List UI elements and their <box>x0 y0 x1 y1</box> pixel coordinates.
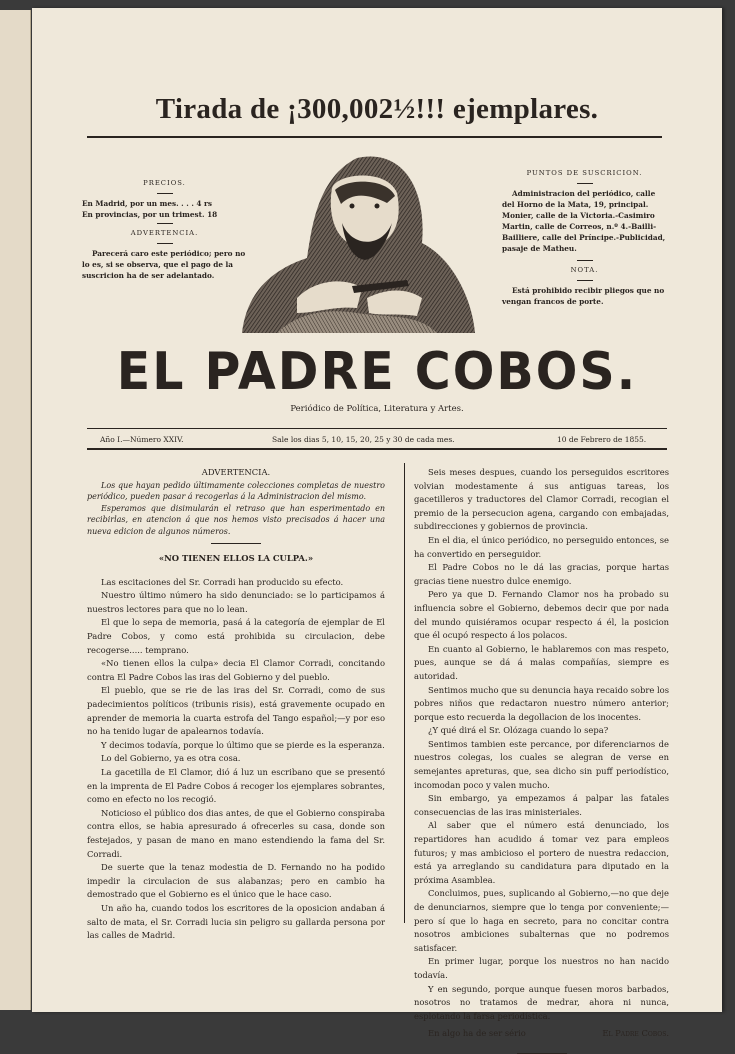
subscription-points: Administracion del periódico, calle del Horno de la Mata, 19, principal. Monier, calle de la Victoria.-Casimiro Martin, calle de Correos, n.º 4.-Bailli-Bailliere, calle del Príncipe.-Publicidad, pasaje de Matheu. <box>502 189 666 253</box>
divider <box>577 280 593 281</box>
article-paragraph: Sin embargo, ya empezamos á palpar las fatales consecuencias de las iras ministeriales. <box>414 793 669 817</box>
masthead-subtitle: Periódico de Política, Literatura y Artes. <box>290 404 464 414</box>
article-paragraph: De suerte que la tenaz modestia de D. Fernando no ha podido impedir la circulacion de sus alabanzas; pero en cambio ha demostrado que el Gobierno es el único que le hace caso. <box>87 862 385 900</box>
article-paragraph: ¿Y qué dirá el Sr. Olózaga cuando lo sepa? <box>428 725 609 736</box>
article-paragraph: Sentimos mucho que su denuncia haya recaido sobre los pobres niños que redactaron nuestro número anterior; porque esto recuerda la degollacion de los inocentes. <box>414 684 669 722</box>
info-rule-top <box>87 428 667 429</box>
article-paragraph: Y en segundo, porque aunque fuesen moros barbados, nosotros no tratamos de medrar, ahora ni nunca, esplotando la farsa periodística. <box>414 983 669 1021</box>
divider <box>211 543 261 544</box>
signature-line <box>414 1027 669 1041</box>
info-rule-bottom <box>87 448 667 450</box>
padre-cobos-engraving <box>237 148 477 338</box>
divider <box>157 193 173 194</box>
article-paragraph: El pueblo, que se rie de las iras del Sr. Corradi, como de sus padecimientos políticos (tribunis risis), está gravemente ocupado en aprender de memoria la cuarta estrofa del Tango español;—y por eso no ha tenido lugar de apalearnos todavía. <box>87 685 385 737</box>
masthead-title: EL PADRE COBOS. <box>116 341 638 402</box>
closing-line: En algo ha de ser sério <box>428 1028 526 1039</box>
article-paragraph: «No tienen ellos la culpa» decia El Clamor Corradi, concitando contra El Padre Cobos las iras del Gobierno y del pueblo. <box>87 658 385 682</box>
prices-heading: PRECIOS. <box>143 179 186 187</box>
issue-date: 10 de Febrero de 1855. <box>557 435 647 444</box>
column-divider <box>404 463 405 923</box>
notice-title: ADVERTENCIA. <box>201 467 271 477</box>
signature: El Padre Cobos. <box>602 1028 669 1039</box>
subscription-heading: PUNTOS DE SUSCRICION. <box>526 169 643 177</box>
notice-paragraph: Los que hayan pedido últimamente colecciones completas de nuestro periódico, pueden pasar á recogerlas á la Administracion del mismo. <box>87 480 385 502</box>
article-paragraph: Seis meses despues, cuando los perseguidos escritores volvian modestamente á sus antiguas tareas, los gacetilleros y traductores del Clamor Corradi, recogian el premio de la persecucion agena, cargando con embajadas, subdirecciones y gobiernos de provincia. <box>414 467 669 532</box>
article-paragraph: Y decimos todavía, porque lo último que se pierde es la esperanza. <box>101 739 385 750</box>
newspaper-page <box>32 8 722 1039</box>
divider <box>577 260 593 261</box>
subscription-box <box>502 168 667 307</box>
publication-schedule: Sale los dias 5, 10, 15, 20, 25 y 30 de cada mes. <box>272 435 455 444</box>
article-paragraph: Un año ha, cuando todos los escritores de la oposicion andaban á salto de mata, el Sr. Corradi lucia sin peligro su gallarda persona por las calles de Madrid. <box>87 902 385 941</box>
article-paragraph: Nuestro último número ha sido denunciado: se lo participamos á nuestros lectores para que no lo lean. <box>87 590 385 614</box>
article-title: «NO TIENEN ELLOS LA CULPA.» <box>158 553 314 564</box>
prices-box <box>82 178 247 281</box>
left-column <box>87 466 385 943</box>
article-paragraph: El Padre Cobos no le dá las gracias, porque hartas gracias tiene nuestro dulce enemigo. <box>414 562 669 586</box>
divider <box>577 183 593 184</box>
article-paragraph: Al saber que el número está denunciado, los repartidores han acudido á tomar vez para empleos futuros; y mas ambicioso el portero de nuestra redaccion, está ya arreglando su candidatura para diputado en la próxima Asamblea. <box>414 820 669 885</box>
note-heading: NOTA. <box>570 266 599 274</box>
article-paragraph: Noticioso el público dos dias antes, de que el Gobierno conspiraba contra ellos, se habia apresurado á ofrecerles su casa, donde son festejados, y pasan de mano en mano estendiendo la fama del Sr. Corradi. <box>87 807 385 859</box>
circulation-headline: Tirada de ¡300,002½!!! ejemplares. <box>155 93 599 125</box>
notice-text: Parecerá caro este periódico; pero no lo es, si se observa, que el pago de la suscricion ha de ser adelantado. <box>82 249 246 280</box>
article-paragraph: Lo del Gobierno, ya es otra cosa. <box>101 753 241 764</box>
divider <box>157 223 173 224</box>
issue-number: Año I.—Número XXIV. <box>100 435 184 444</box>
headline-rule <box>87 136 662 138</box>
note-text: Está prohibido recibir pliegos que no vengan francos de porte. <box>502 286 665 306</box>
article-paragraph: Las escitaciones del Sr. Corradi han producido su efecto. <box>101 576 344 587</box>
notice-heading: ADVERTENCIA. <box>130 229 199 237</box>
article-paragraph: En primer lugar, porque los nuestros no han nacido todavía. <box>414 956 669 980</box>
price-madrid: En Madrid, por un mes. . . . 4 rs <box>82 199 212 208</box>
article-paragraph: Concluimos, pues, suplicando al Gobierno,—no que deje de denunciarnos, siempre que lo tenga por conveniente;—pero sí que lo haga en secreto, para no concitar contra nosotros ambiciones subalternas que no podremos satisfacer. <box>414 888 669 953</box>
notice-paragraph: Esperamos que disimularán el retraso que han esperimentado en recibirlas, en atencion á que nos hemos visto precisados á hacer una nueva edicion de algunos números. <box>87 503 385 536</box>
article-paragraph: La gacetilla de El Clamor, dió á luz un escribano que se presentó en la imprenta de El Padre Cobos á recoger los ejemplares sobrantes, como en efecto no los recogió. <box>87 767 385 805</box>
article-paragraph: Pero ya que D. Fernando Clamor nos ha probado su influencia sobre el Gobierno, debemos decir que por nada del mundo quisiéramos ocupar respecto á él, la posicion que él ocupó respecto á los polacos. <box>414 589 669 641</box>
article-paragraph: En el dia, el único periódico, no perseguido entonces, se ha convertido en perseguidor. <box>414 534 669 559</box>
divider <box>157 243 173 244</box>
article-paragraph: El que lo sepa de memoria, pasá á la categoría de ejemplar de El Padre Cobos, y como está prohibida su circulacion, debe recogerse..... temprano. <box>87 617 385 655</box>
previous-page-edge <box>0 10 31 1010</box>
right-column <box>414 466 669 1054</box>
price-provinces: En provincias, por un trimest. 18 <box>82 210 218 219</box>
article-paragraph: Sentimos tambien este percance, por diferenciarnos de nuestros colegas, los cuales se alegran de verse en semejantes apreturas, que, sea dicho sin puff periodístico, incomodan poco y valen mucho. <box>414 738 669 790</box>
article-paragraph: En cuanto al Gobierno, le hablaremos con mas respeto, pues, aunque se dá á malas compañías, siempre es autoridad. <box>414 643 669 681</box>
